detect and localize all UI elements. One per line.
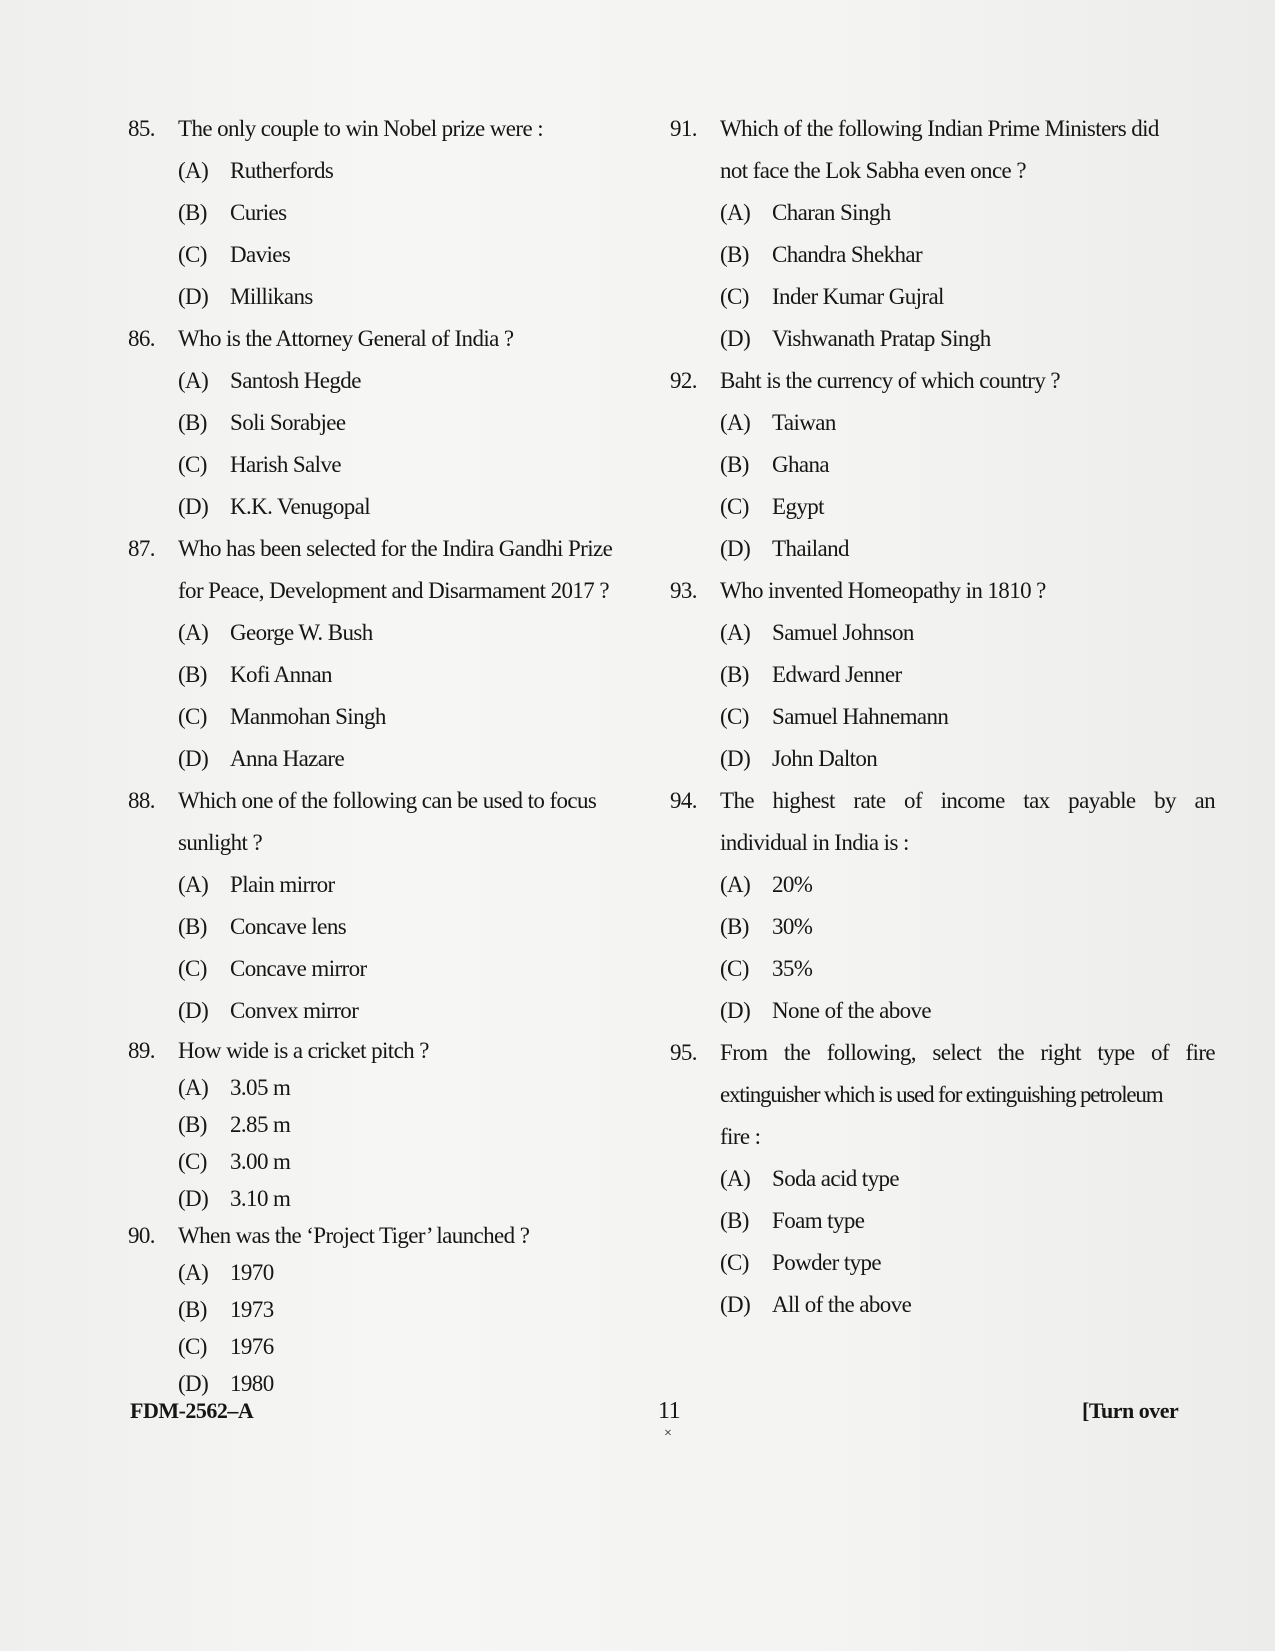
option-d: (D) None of the above [720, 998, 932, 1023]
option-c: (C) Powder type [720, 1250, 882, 1275]
question-text: When was the ‘Project Tiger’ launched ? [178, 1223, 530, 1248]
option-a: (A) Charan Singh [720, 200, 891, 225]
option-c: (C) Inder Kumar Gujral [720, 284, 944, 309]
question-number: 94. [670, 788, 697, 813]
option-b: (B) Concave lens [178, 914, 347, 939]
question-text: The highest rate of income tax payable by an [720, 788, 1215, 813]
option-d: (D) Vishwanath Pratap Singh [720, 326, 991, 351]
question-number: 93. [670, 578, 697, 603]
question-90 [128, 1217, 668, 1402]
question-text: How wide is a cricket pitch ? [178, 1038, 429, 1063]
option-a: (A) 3.05 m [178, 1075, 291, 1100]
question-text-continued: sunlight ? [178, 830, 263, 855]
question-92 [670, 360, 1215, 570]
question-number: 92. [670, 368, 697, 393]
option-d: (D) K.K. Venugopal [178, 494, 371, 519]
option-c: (C) Egypt [720, 494, 824, 519]
question-text: Who is the Attorney General of India ? [178, 326, 514, 351]
option-d: (D) Anna Hazare [178, 746, 345, 771]
question-text-continued: fire : [720, 1124, 761, 1149]
question-text: Baht is the currency of which country ? [720, 368, 1061, 393]
option-a: (A) Rutherfords [178, 158, 334, 183]
question-number: 85. [128, 116, 155, 141]
question-number: 90. [128, 1223, 155, 1248]
option-a: (A) Santosh Hegde [178, 368, 361, 393]
question-94 [670, 780, 1215, 1032]
question-text: Which one of the following can be used to focus [178, 788, 597, 813]
question-text: From the following, select the right type of fire [720, 1040, 1215, 1065]
option-c: (C) Manmohan Singh [178, 704, 386, 729]
question-95 [670, 1032, 1215, 1326]
option-c: (C) 35% [720, 956, 813, 981]
option-c: (C) Harish Salve [178, 452, 341, 477]
option-b: (B) Soli Sorabjee [178, 410, 346, 435]
option-a: (A) Samuel Johnson [720, 620, 914, 645]
question-text-continued: extinguisher which is used for extinguishing petroleum [720, 1082, 1163, 1107]
right-column [670, 108, 1215, 1326]
option-d: (D) 1980 [178, 1371, 274, 1396]
question-number: 89. [128, 1038, 155, 1063]
question-text: Which of the following Indian Prime Ministers did [720, 116, 1159, 141]
question-93 [670, 570, 1215, 780]
question-text-continued: individual in India is : [720, 830, 909, 855]
option-c: (C) 1976 [178, 1334, 274, 1359]
option-b: (B) Ghana [720, 452, 830, 477]
question-number: 95. [670, 1040, 697, 1065]
question-number: 86. [128, 326, 155, 351]
question-number: 88. [128, 788, 155, 813]
question-text: Who has been selected for the Indira Gandhi Prize [178, 536, 613, 561]
option-b: (B) Edward Jenner [720, 662, 902, 687]
option-c: (C) Concave mirror [178, 956, 367, 981]
option-d: (D) Convex mirror [178, 998, 359, 1023]
option-b: (B) 1973 [178, 1297, 274, 1322]
question-text: Who invented Homeopathy in 1810 ? [720, 578, 1046, 603]
question-86 [128, 318, 668, 528]
option-b: (B) 2.85 m [178, 1112, 291, 1137]
option-a: (A) Plain mirror [178, 872, 335, 897]
option-d: (D) All of the above [720, 1292, 912, 1317]
option-b: (B) Curies [178, 200, 287, 225]
option-a: (A) 20% [720, 872, 813, 897]
option-b: (B) 30% [720, 914, 813, 939]
page-number: 11 [658, 1398, 681, 1424]
question-85 [128, 108, 668, 318]
option-c: (C) Davies [178, 242, 291, 267]
left-column [128, 108, 668, 1402]
option-b: (B) Chandra Shekhar [720, 242, 923, 267]
question-number: 91. [670, 116, 697, 141]
option-c: (C) Samuel Hahnemann [720, 704, 949, 729]
option-a: (A) George W. Bush [178, 620, 373, 645]
question-91 [670, 108, 1215, 360]
question-text: The only couple to win Nobel prize were : [178, 116, 543, 141]
option-d: (D) John Dalton [720, 746, 878, 771]
question-text-continued: for Peace, Development and Disarmament 2017 ? [178, 578, 609, 603]
question-87 [128, 528, 668, 780]
booklet-code: FDM-2562–A [130, 1398, 254, 1423]
option-b: (B) Kofi Annan [178, 662, 332, 687]
option-d: (D) Millikans [178, 284, 313, 309]
option-a: (A) Soda acid type [720, 1166, 900, 1191]
turn-over-label: [Turn over [1082, 1398, 1179, 1423]
question-88 [128, 780, 668, 1032]
option-b: (B) Foam type [720, 1208, 865, 1233]
option-d: (D) Thailand [720, 536, 849, 561]
question-number: 87. [128, 536, 155, 561]
option-a: (A) 1970 [178, 1260, 274, 1285]
option-c: (C) 3.00 m [178, 1149, 291, 1174]
option-a: (A) Taiwan [720, 410, 836, 435]
question-89 [128, 1032, 668, 1217]
option-d: (D) 3.10 m [178, 1186, 291, 1211]
page-mark: × [664, 1426, 672, 1441]
question-text-continued: not face the Lok Sabha even once ? [720, 158, 1026, 183]
